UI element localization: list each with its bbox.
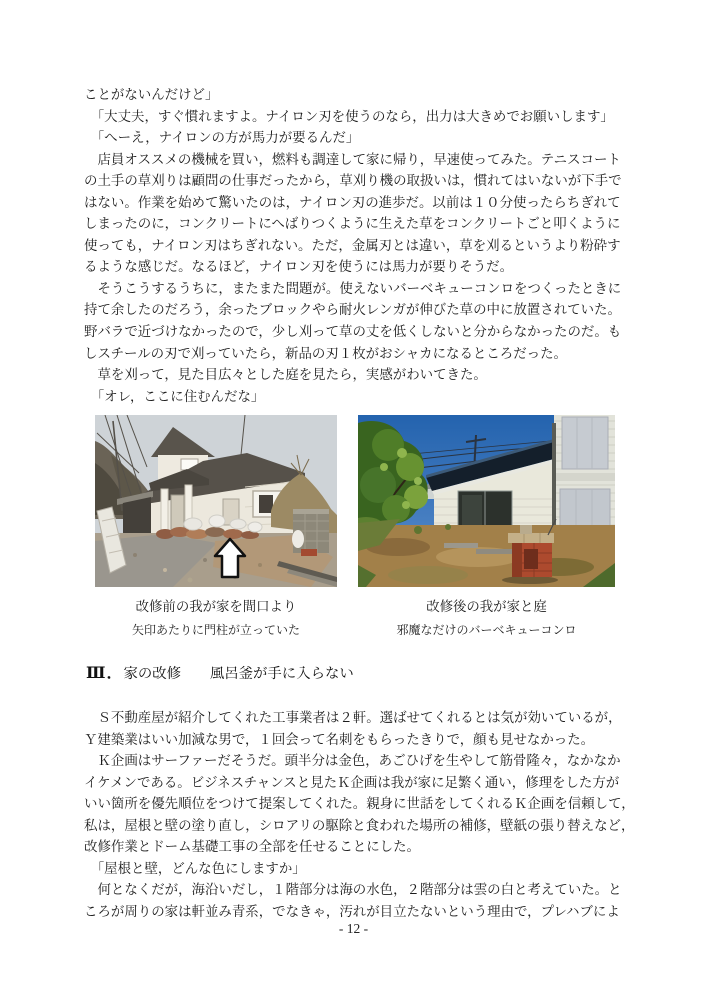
photo-before-renovation [95,415,337,587]
text-line: ことがないんだけど」 [84,87,219,102]
text-line: 野バラで近づけなかったので，少し刈って草の丈を低くしないと分からなかったのだ。も [84,324,622,340]
text-line: ころが周りの家は軒並み青系，でなきゃ，汚れが目立たないという理由で，プレハブによ [84,903,620,919]
text-line: 店員オススメの機械を買い，燃料も調達して家に帰り，早速使ってみた。テニスコート [84,151,621,167]
text-line: 「大丈夫，すぐ慣れますよ。ナイロン刃を使うのなら，出力は大きめでお願いします」 [84,108,614,124]
figure-after [358,415,615,587]
window-shutter [562,417,608,469]
figure-before [95,415,337,587]
text-line: 改修作業とドーム基礎工事の全部を任せることにした。 [84,839,420,855]
page-number: - 12 - [338,921,369,936]
text-line: イケメンである。ビジネスチャンスと見たＫ企画は我が家に足繁く通い，修理をした方が [84,774,620,790]
narrative-bottom [84,707,634,922]
text-line: 「屋根と壁，どんな色にしますか」 [84,860,306,876]
text-line: 「オレ，ここに住むんだな」 [84,388,265,404]
text-line: いい箇所を優先順位をつけて提案してくれた。親身に世話をしてくれるＫ企画を信頼して， [84,796,635,812]
text-line: しスチールの刃で刈っていたら，新品の刃１枚がおシャカになるところだった。 [84,345,567,361]
lawn [358,519,615,587]
block-wall [292,509,329,556]
text-line: しまったのに，コンクリートにへばりつくように生えた草をコンクリートごと叩くように [84,216,621,232]
figure-subcaption-before: 矢印あたりに門柱が立っていた [131,623,300,637]
text-line: はない。作業を始めて驚いたのは，ナイロン刃の進歩だ。以前は１０分使ったらちぎれて [84,194,621,210]
text-line: Ｙ建築業はいい加減な男で，１回会って名刺をもらったきりで，顔も見せなかった。 [84,731,595,747]
figure-caption-after: 改修後の我が家と庭 [426,599,547,614]
text-line: 持て余したのだろう，余ったブロックやら耐火レンガが伸びた草の中に放置されていた。 [84,302,621,318]
figure-subcaption-after: 邪魔なだけのバーベキューコンロ [396,623,577,637]
photo-after-renovation [358,415,615,587]
text-line: の土手の草刈りは顧問の仕事だったから，草刈り機の取扱いは，慣れてはいないが下手で [84,173,622,189]
narrative-top [84,84,634,407]
text-line: Ｓ不動産屋が紹介してくれた工事業者は２軒。選ばせてくれるとは気が効いているが， [84,710,622,725]
text-line: 何となくだが，海沿いだし，１階部分は海の水色，２階部分は雲の白と考えていた。と [84,882,622,898]
text-line: 草を刈って，見た目広々とした庭を見たら，実感がわいてきた。 [84,367,487,383]
text-line: るような感じだ。なるほど，ナイロン刃を使うには馬力が要りそうだ。 [84,259,514,275]
text-line: 「へーえ，ナイロンの方が馬力が要るんだ」 [84,130,360,146]
porch-column [161,489,168,535]
section-heading [86,660,354,683]
text-line: 私は，屋根と壁の塗り直し，シロアリの駆除と食われた場所の補修，壁紙の張り替えなど， [84,817,635,833]
figure-caption-before: 改修前の我が家を間口より [135,599,297,614]
section-title: 家の改修 風呂釜が手に入らない [123,666,354,682]
section-numeral: Ⅲ． [86,665,124,682]
text-line: 使っても，ナイロン刃はちぎれない。ただ，金属刃とは違い，草を刈るというより粉砕す [84,237,621,253]
text-line: そうこうするうちに，またまた問題が。使えないバーベキューコンロをつくったときに [84,280,622,296]
text-line: Ｋ企画はサーファーだそうだ。頭半分は金色，あごひげを生やして筋骨隆々，なかなか [84,753,621,769]
